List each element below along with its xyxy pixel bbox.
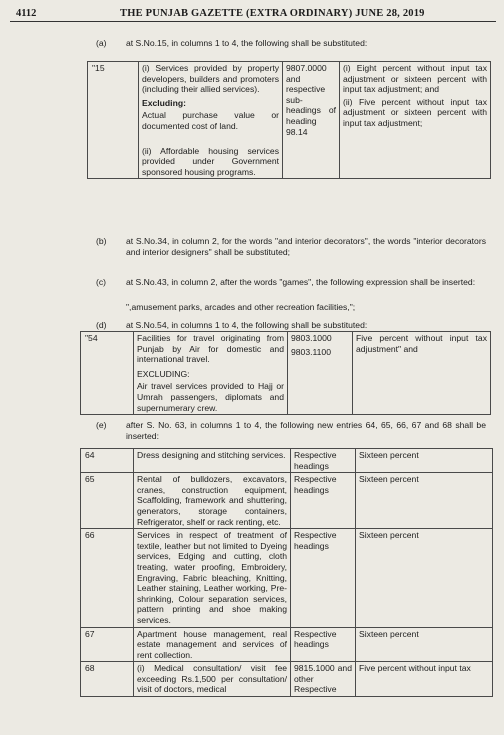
excluding-text: Air travel services provided to Hajj or Umrah passengers, diplomats and supernumerary crew.	[137, 381, 284, 413]
substitution-table-15	[87, 61, 491, 179]
tariff-heading: 9815.1000 and other Respective	[294, 663, 352, 695]
heading-cell	[291, 529, 356, 627]
instruction-text: at S.No.34, in column 2, for the words "and interior decorators", the words "interior decorators and interior designers" shall be substituted;	[126, 236, 486, 257]
serial-number-cell	[81, 529, 134, 627]
rate-cell	[353, 332, 491, 415]
instruction-text: at S.No.15, in columns 1 to 4, the following shall be substituted:	[126, 38, 368, 48]
tax-rate: Sixteen percent	[359, 450, 419, 460]
tax-rate-1: (i) Eight percent without input tax adjustment or sixteen percent with input tax adjustment; and	[343, 63, 487, 95]
rate-cell	[356, 662, 493, 697]
tax-rate: Sixteen percent	[359, 474, 419, 485]
table-row	[88, 62, 491, 179]
tax-rate: Five percent without input tax	[359, 663, 471, 674]
tariff-heading: Respective headings	[294, 474, 337, 495]
tariff-heading: Respective headings	[294, 628, 337, 650]
instruction-text: at S.No.54, in columns 1 to 4, the following shall be substituted:	[126, 320, 368, 330]
inserted-expression	[126, 302, 491, 314]
description-cell	[134, 449, 291, 473]
rate-cell	[356, 473, 493, 529]
service-description-2: (ii) Affordable housing services provided under Government sponsored housing programs.	[142, 145, 279, 177]
excluding-label: EXCLUDING:	[137, 368, 190, 379]
service-description: Dress designing and stitching services.	[137, 450, 286, 460]
serial-number: "15	[92, 63, 105, 73]
serial-number: 65	[85, 474, 95, 485]
header-rule	[10, 21, 496, 22]
service-description: (i) Services provided by property developers, builders and promoters (including their allied services).	[142, 63, 279, 95]
rate-cell	[340, 62, 491, 179]
serial-number-cell	[81, 473, 134, 529]
instruction-letter: (d)	[96, 320, 107, 330]
table-row	[81, 529, 493, 627]
serial-number: 66	[85, 530, 95, 541]
substitution-table-54	[80, 331, 491, 415]
service-description: Facilities for travel originating from Punjab by Air for domestic and international travel.	[137, 333, 284, 365]
instruction-text: after S. No. 63, in columns 1 to 4, the following new entries 64, 65, 66, 67 and 68 shall be inserted:	[126, 420, 486, 441]
tariff-heading-2: 9803.1100	[291, 346, 331, 357]
description-cell	[134, 627, 291, 662]
tax-rate: Sixteen percent	[359, 530, 419, 541]
serial-number: 64	[85, 450, 95, 460]
instruction-text: at S.No.43, in column 2, after the words "games", the following expression shall be inserted:	[126, 277, 476, 287]
instruction-c	[96, 277, 491, 301]
serial-number-cell	[81, 662, 134, 697]
excluding-label: Excluding:	[142, 97, 186, 108]
description-cell	[134, 332, 288, 415]
page-header	[10, 6, 494, 22]
instruction-letter: (e)	[96, 420, 107, 430]
rate-cell	[356, 529, 493, 627]
service-description: Apartment house management, real estate management and services of rent collection.	[137, 628, 287, 660]
heading-cell	[291, 473, 356, 529]
service-description: Rental of bulldozers, excavators, cranes, construction equipment, Scaffolding, framework and shuttering, generators, storage containers, Refrigerator, shelf or rack renting, etc.	[137, 474, 287, 527]
tariff-heading-1: 9803.1000	[291, 333, 332, 343]
serial-number: "54	[85, 333, 98, 343]
table-row	[81, 332, 491, 415]
tax-rate: Sixteen percent	[359, 628, 419, 639]
tariff-heading: Respective headings	[294, 450, 337, 471]
excluding-text: Actual purchase value or documented cost of land.	[142, 110, 279, 131]
description-cell	[134, 529, 291, 627]
heading-cell	[291, 449, 356, 473]
serial-number-cell	[88, 62, 139, 179]
gazette-title: THE PUNJAB GAZETTE (EXTRA ORDINARY) JUNE 28, 2019	[120, 8, 425, 19]
serial-number-cell	[81, 332, 134, 415]
service-description: (i) Medical consultation/ visit fee exceeding Rs.1,500 per consultation/ visit of doctors, medical	[137, 663, 287, 695]
instruction-letter: (b)	[96, 236, 107, 246]
table-row	[81, 473, 493, 529]
serial-number-cell	[81, 449, 134, 473]
service-description: Services in respect of treatment of textile, leather but not limited to Dyeing services, Edging and cutting, cloth treating, water proofing, Embroidery, Engraving, Fabric bleaching, Knitting, Leather staining, Leather working, Pre-shrinking, Colour separation services, pattern printing and shoe making services.	[137, 530, 287, 625]
tax-rate: Five percent without input tax adjustment" and	[356, 333, 487, 354]
instruction-b	[96, 236, 491, 270]
new-entries-table	[80, 448, 493, 697]
table-row	[81, 449, 493, 473]
heading-cell	[291, 627, 356, 662]
heading-cell	[283, 62, 340, 179]
inserted-expression-text: ",amusement parks, arcades and other recreation facilities,";	[126, 302, 356, 312]
tariff-heading: 9807.0000 and respective sub-headings of heading 98.14	[286, 63, 336, 137]
tariff-heading: Respective headings	[294, 530, 337, 551]
heading-cell	[288, 332, 353, 415]
rate-cell	[356, 449, 493, 473]
table-row	[81, 627, 493, 662]
tax-rate-2: (ii) Five percent without input tax adjustment or sixteen percent with input tax adjustment;	[343, 96, 487, 128]
instruction-letter: (a)	[96, 38, 107, 48]
page-number: 4112	[16, 8, 37, 19]
description-cell	[134, 473, 291, 529]
description-cell	[134, 662, 291, 697]
serial-number-cell	[81, 627, 134, 662]
rate-cell	[356, 627, 493, 662]
table-row	[81, 662, 493, 697]
instruction-letter: (c)	[96, 277, 107, 287]
instruction-e	[96, 420, 491, 444]
description-cell	[139, 62, 283, 179]
serial-number: 68	[85, 663, 95, 674]
instruction-a	[96, 38, 491, 50]
serial-number: 67	[85, 628, 95, 639]
heading-cell	[291, 662, 356, 697]
